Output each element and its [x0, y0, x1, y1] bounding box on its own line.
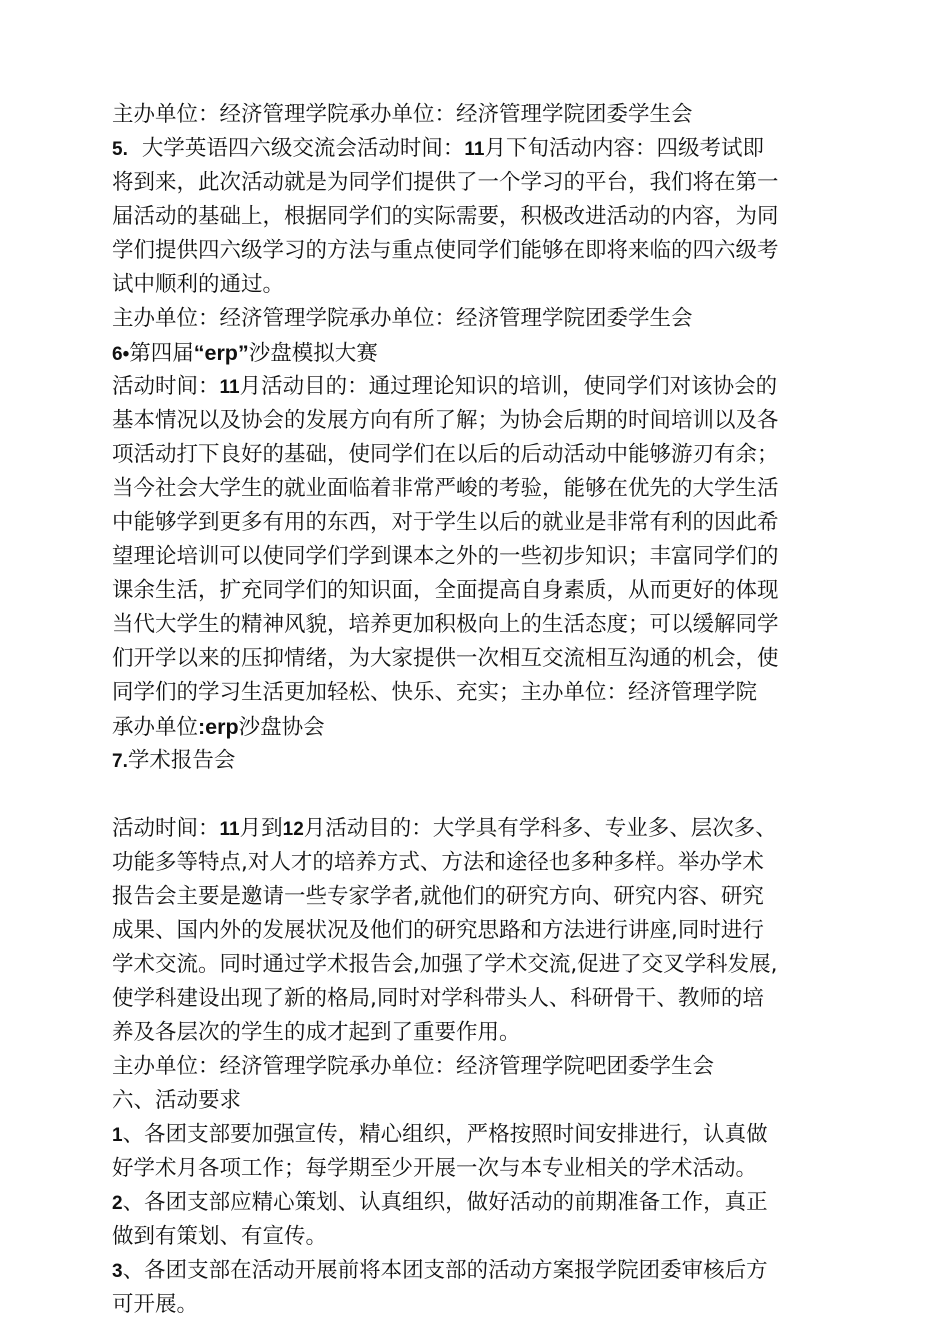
item7-line: 学术交流。同时通过学术报告会,加强了学术交流,促进了交叉学科发展,: [112, 952, 778, 977]
requirement-2-cont: 做到有策划、有宣传。: [112, 1224, 328, 1249]
requirement-2: 2、各团支部应精心策划、认真组织，做好活动的前期准备工作，真正: [112, 1190, 768, 1215]
item7-number: 7.: [112, 751, 128, 772]
organizer-line: 主办单位：经济管理学院承办单位：经济管理学院团委学生会: [112, 102, 693, 127]
item5-line: 届活动的基础上，根据同学们的实际需要，积极改进活动的内容，为同: [112, 204, 779, 229]
item7-line: 功能多等特点,对人才的培养方式、方法和途径也多种多样。举办学术: [112, 850, 764, 875]
item6-line: 课余生活，扩充同学们的知识面，全面提高自身素质，从而更好的体现: [112, 578, 779, 603]
item5-number: 5.: [112, 139, 128, 160]
item6-line: 同学们的学习生活更加轻松、快乐、充实；主办单位：经济管理学院: [112, 680, 758, 705]
spacer: [112, 778, 847, 812]
item6-title: 6•第四届“erp”沙盘模拟大赛: [112, 341, 378, 366]
item5-line: 试中顺利的通过。: [112, 272, 285, 297]
requirement-1: 1、各团支部要加强宣传，精心组织，严格按照时间安排进行，认真做: [112, 1122, 768, 1147]
requirement-1-cont: 好学术月各项工作；每学期至少开展一次与本专业相关的学术活动。: [112, 1156, 758, 1181]
item6-first-line: 活动时间：11月活动目的：通过理论知识的培训，使同学们对该协会的: [112, 374, 778, 399]
item7-line: 成果、国内外的发展状况及他们的研究思路和方法进行讲座,同时进行: [112, 918, 764, 943]
item6-line: 望理论培训可以使同学们学到课本之外的一些初步知识；丰富同学们的: [112, 544, 779, 569]
item6-line: 当代大学生的精神风貌，培养更加积极向上的生活态度；可以缓解同学: [112, 612, 779, 637]
item5-first-line: 5. 大学英语四六级交流会活动时间：11月下旬活动内容：四级考试即: [112, 136, 764, 161]
item6-line: 当今社会大学生的就业面临着非常严峻的考验，能够在优先的大学生活: [112, 476, 779, 501]
requirement-3: 3、各团支部在活动开展前将本团支部的活动方案报学院团委审核后方: [112, 1258, 768, 1283]
item6-line: 项活动打下良好的基础，使同学们在以后的后动活动中能够游刃有余；: [112, 442, 779, 467]
item6-line: 们开学以来的压抑情绪，为大家提供一次相互交流相互沟通的机会，使: [112, 646, 779, 671]
item5-line: 学们提供四六级学习的方法与重点使同学们能够在即将来临的四六级考: [112, 238, 779, 263]
item7-line: 报告会主要是邀请一些专家学者,就他们的研究方向、研究内容、研究: [112, 884, 764, 909]
section-heading: 六、活动要求: [112, 1088, 242, 1113]
item7-line: 养及各层次的学生的成才起到了重要作用。: [112, 1020, 521, 1045]
item6-organizer: 承办单位:erp沙盘协会: [112, 715, 325, 740]
item7-organizer: 主办单位：经济管理学院承办单位：经济管理学院吧团委学生会: [112, 1054, 715, 1079]
item7-first-line: 活动时间：11月到12月活动目的：大学具有学科多、专业多、层次多、: [112, 816, 777, 841]
document-body: [112, 98, 847, 1322]
item5-line: 将到来，此次活动就是为同学们提供了一个学习的平台，我们将在第一: [112, 170, 779, 195]
item6-line: 基本情况以及协会的发展方向有所了解；为协会后期的时间培训以及各: [112, 408, 779, 433]
item5-organizer: 主办单位：经济管理学院承办单位：经济管理学院团委学生会: [112, 306, 693, 331]
item7-title: 7.学术报告会: [112, 748, 236, 773]
requirement-3-cont: 可开展。: [112, 1292, 199, 1317]
item6-number: 6•: [112, 344, 130, 365]
item6-line: 中能够学到更多有用的东西，对于学生以后的就业是非常有利的因此希: [112, 510, 779, 535]
item7-line: 使学科建设出现了新的格局,同时对学科带头人、科研骨干、教师的培: [112, 986, 764, 1011]
